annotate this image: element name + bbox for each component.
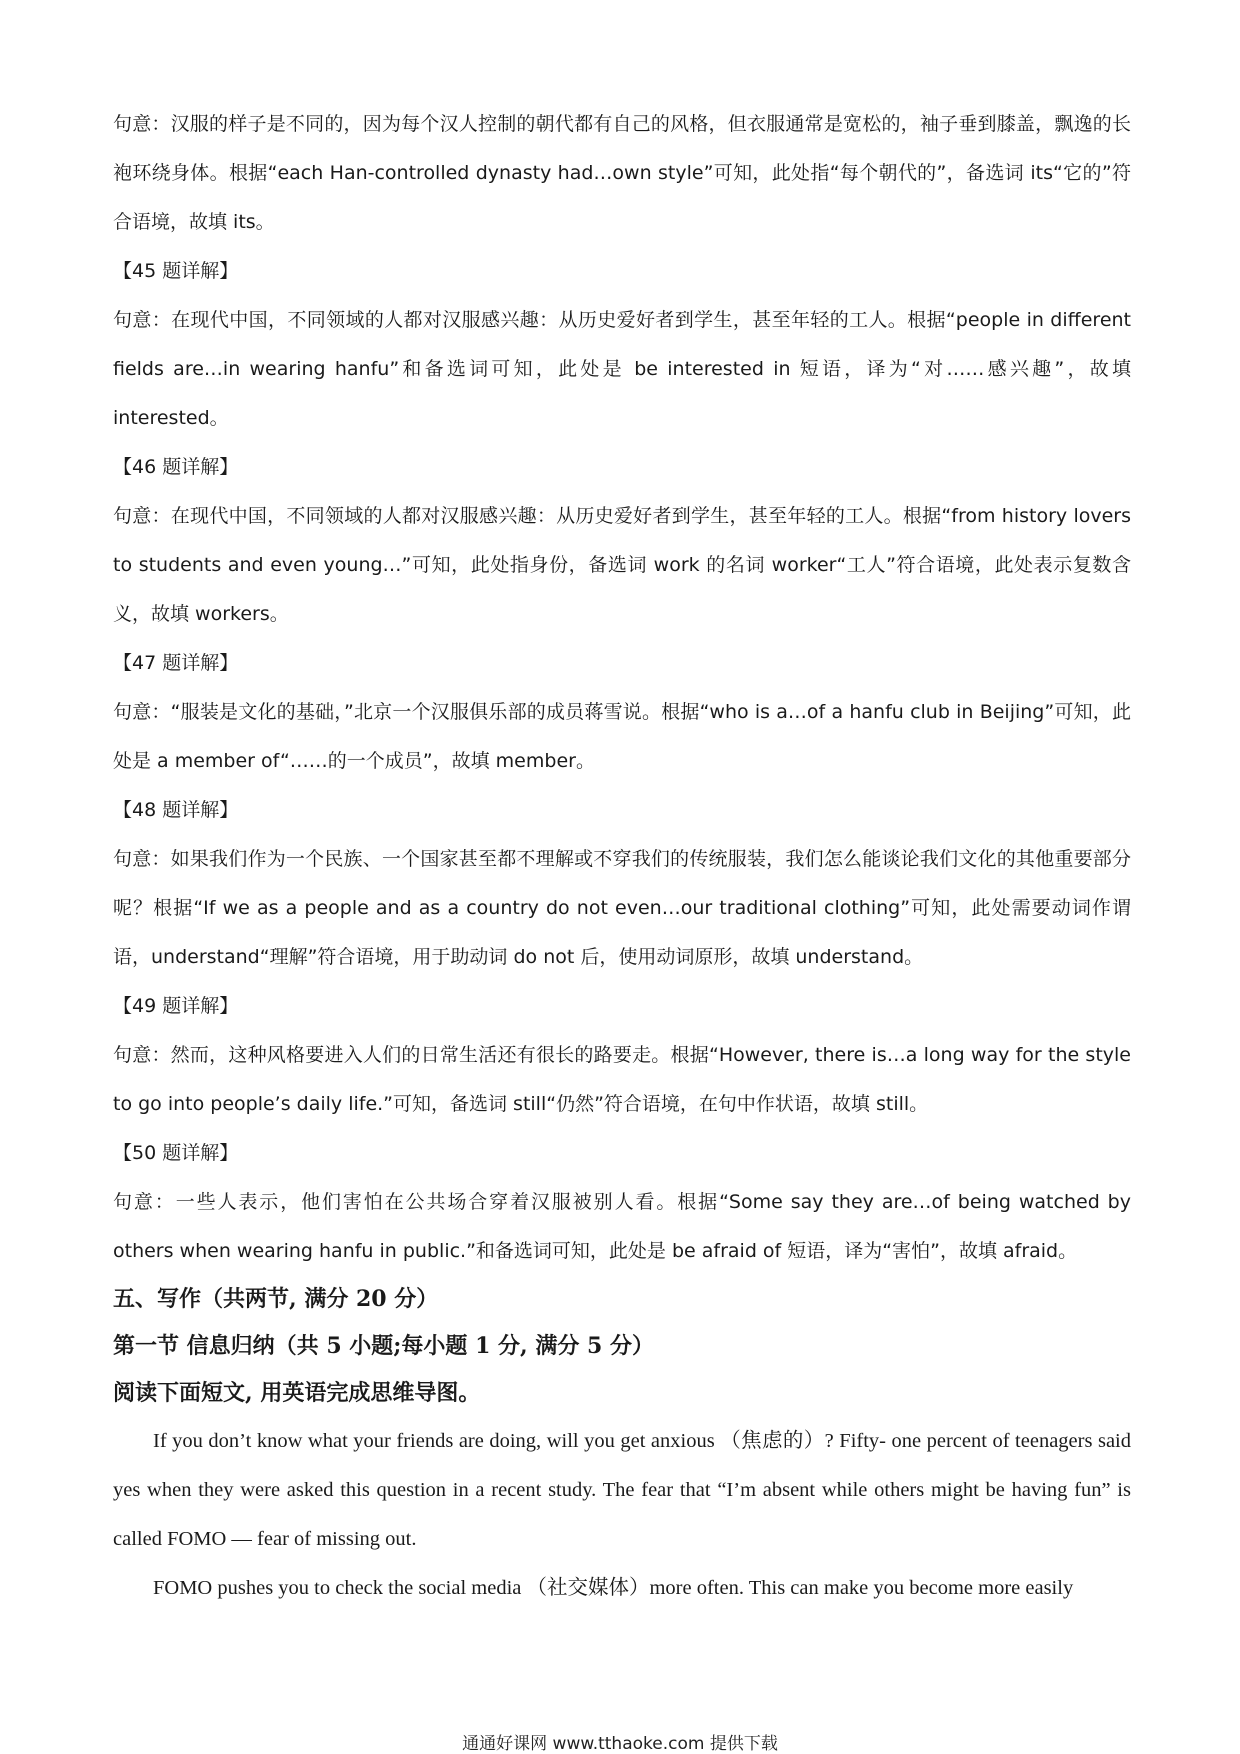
writing-section-title: 五、写作（共两节, 满分 20 分） [113, 1286, 439, 1312]
passage-paragraph-1: If you don’t know what your friends are doing, will you get anxious （焦虑的）? Fifty- one percent of teenagers said yes when they were asked this question in a recent study. The fear that “I’m absent while others might be having fun” is called FOMO — fear of missing out. [113, 1430, 1131, 1550]
q46-heading: 【46 题详解】 [113, 456, 239, 478]
q45-heading: 【45 题详解】 [113, 260, 239, 282]
q50-heading: 【50 题详解】 [113, 1142, 239, 1164]
q49-heading: 【49 题详解】 [113, 995, 239, 1017]
passage-paragraph-2: FOMO pushes you to check the social media （社交媒体）more often. This can make you become more easily [153, 1577, 1074, 1599]
q47-explanation: 句意：“服装是文化的基础，”北京一个汉服俱乐部的成员蒋雪说。根据“who is a…of a hanfu club in Beijing”可知，此处是 a member of“……的一个成员”，故填 member。 [113, 701, 1131, 772]
q44-explanation: 句意：汉服的样子是不同的，因为每个汉人控制的朝代都有自己的风格，但衣服通常是宽松的，袖子垂到膝盖，飘逸的长袍环绕身体。根据“each Han-controlled dynasty had…own style”可知，此处指“每个朝代的”，备选词 its“它的”符合语境，故填 its。 [113, 113, 1131, 233]
page-footer: 通通好课网 www.tthaoke.com 提供下载 [462, 1734, 778, 1754]
q47-heading: 【47 题详解】 [113, 652, 239, 674]
q45-explanation: 句意：在现代中国，不同领域的人都对汉服感兴趣：从历史爱好者到学生，甚至年轻的工人。根据“people in different fields are…in wearing hanfu”和备选词可知，此处是 be interested in 短语，译为“对……感兴趣”，故填 interested。 [113, 309, 1131, 429]
page-content [113, 100, 1131, 1613]
q46-explanation: 句意：在现代中国，不同领域的人都对汉服感兴趣：从历史爱好者到学生，甚至年轻的工人。根据“from history lovers to students and even young…”可知，此处指身份，备选词 work 的名词 worker“工人”符合语境，此处表示复数含义，故填 workers。 [113, 505, 1131, 625]
q48-explanation: 句意：如果我们作为一个民族、一个国家甚至都不理解或不穿我们的传统服装，我们怎么能谈论我们文化的其他重要部分呢？根据“If we as a people and as a country do not even…our traditional clothing”可知，此处需要动词作谓语，understand“理解”符合语境，用于助动词 do not 后，使用动词原形，故填 understand。 [113, 848, 1131, 968]
part-one-title: 第一节 信息归纳（共 5 小题;每小题 1 分, 满分 5 分） [113, 1333, 654, 1359]
q48-heading: 【48 题详解】 [113, 799, 239, 821]
instruction: 阅读下面短文, 用英语完成思维导图。 [113, 1380, 481, 1406]
q49-explanation: 句意：然而，这种风格要进入人们的日常生活还有很长的路要走。根据“However, there is…a long way for the style to go into people’s daily life.”可知，备选词 still“仍然”符合语境，在句中作状语，故填 still。 [113, 1044, 1131, 1115]
q50-explanation: 句意：一些人表示，他们害怕在公共场合穿着汉服被别人看。根据“Some say they are…of being watched by others when wearing hanfu in public.”和备选词可知，此处是 be afraid of 短语，译为“害怕”，故填 afraid。 [113, 1191, 1131, 1262]
